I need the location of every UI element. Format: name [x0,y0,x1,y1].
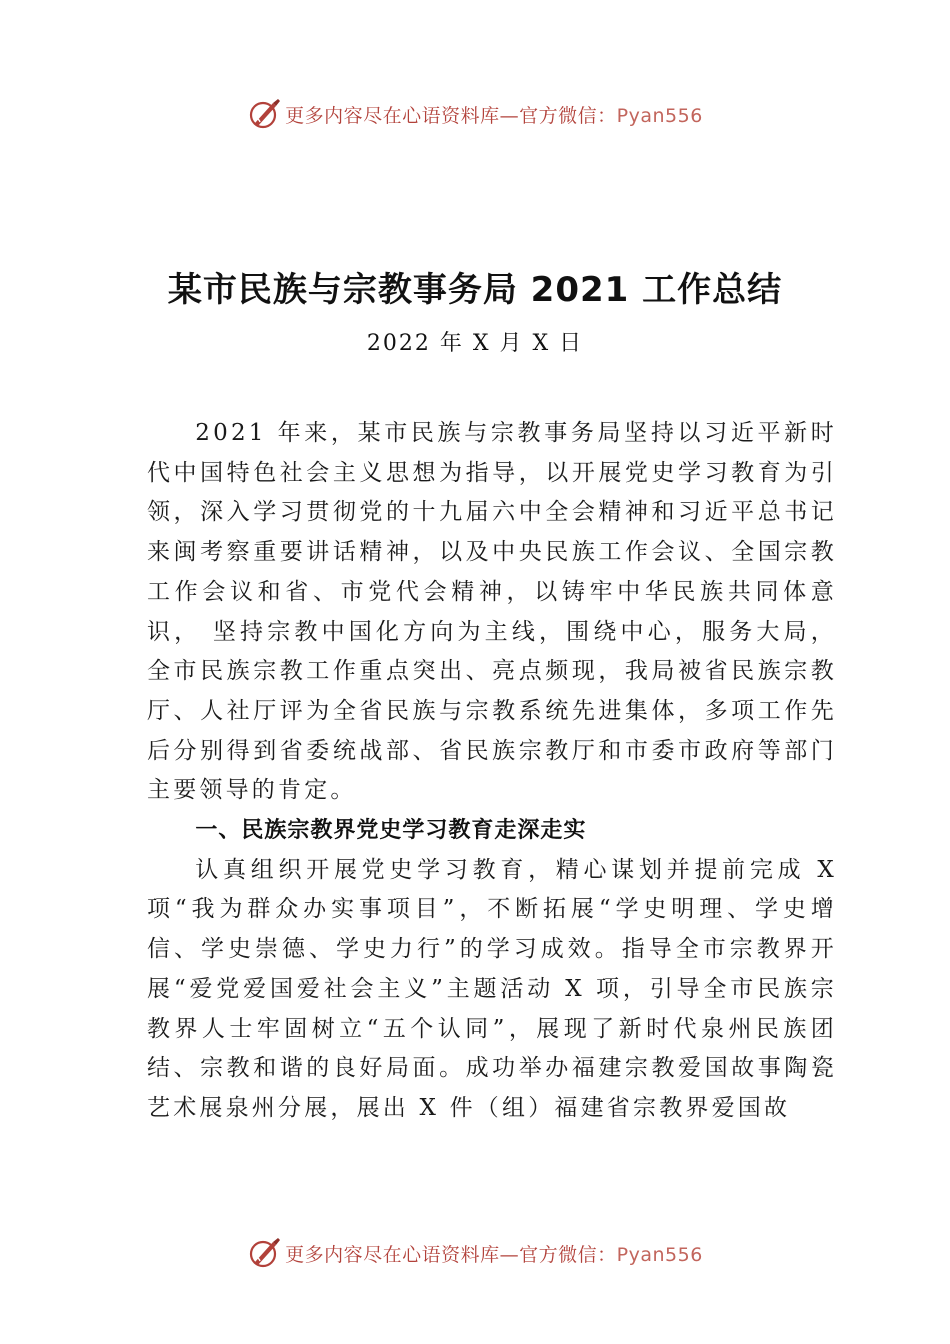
footer-watermark [0,1233,950,1273]
document-title: 某市民族与宗教事务局 2021 工作总结 [167,270,783,310]
watermark-text: 更多内容尽在心语资料库—官方微信：Pyan556 [285,104,703,127]
quill-pen-logo-icon [247,97,281,131]
document-date: 2022 年 X 月 X 日 [366,331,584,356]
section-paragraph: 认真组织开展党史学习教育，精心谋划并提前完成 X 项“我为群众办实事项目”，不断拓展“学史明理、学史增信、学史崇德、学史力行”的学习成效。指导全市宗教界开展“爱党爱国爱社会主义”主题活动 X 项，引导全市民族宗教界人士牢固树立“五个认同”，展现了新时代泉州民族团结、宗教和谐的良好局面。成功举办福建宗教爱国故事陶瓷艺术展泉州分展，展出 X 件（组）福建省宗教界爱国故 [147,856,837,1121]
document-body [147,414,837,1129]
wechat-id: Pyan556 [616,1243,703,1266]
header-watermark [0,94,950,134]
wechat-id: Pyan556 [616,104,703,127]
intro-paragraph: 2021 年来，某市民族与宗教事务局坚持以习近平新时代中国特色社会主义思想为指导，以开展党史学习教育为引领，深入学习贯彻党的十九届六中全会精神和习近平总书记来闽考察重要讲话精神，以及中央民族工作会议、全国宗教工作会议和省、市党代会精神，以铸牢中华民族共同体意识， 坚持宗教中国化方向为主线，围绕中心，服务大局，全市民族宗教工作重点突出、亮点频现，我局被省民族宗教厅、人社厅评为全省民族与宗教系统先进集体，多项工作先后分别得到省委统战部、省民族宗教厅和市委市政府等部门主要领导的肯定。 [147,420,837,804]
watermark-text: 更多内容尽在心语资料库—官方微信：Pyan556 [285,1243,703,1266]
section-heading: 一、民族宗教界党史学习教育走深走实 [195,818,587,844]
quill-pen-logo-icon [247,1236,281,1270]
